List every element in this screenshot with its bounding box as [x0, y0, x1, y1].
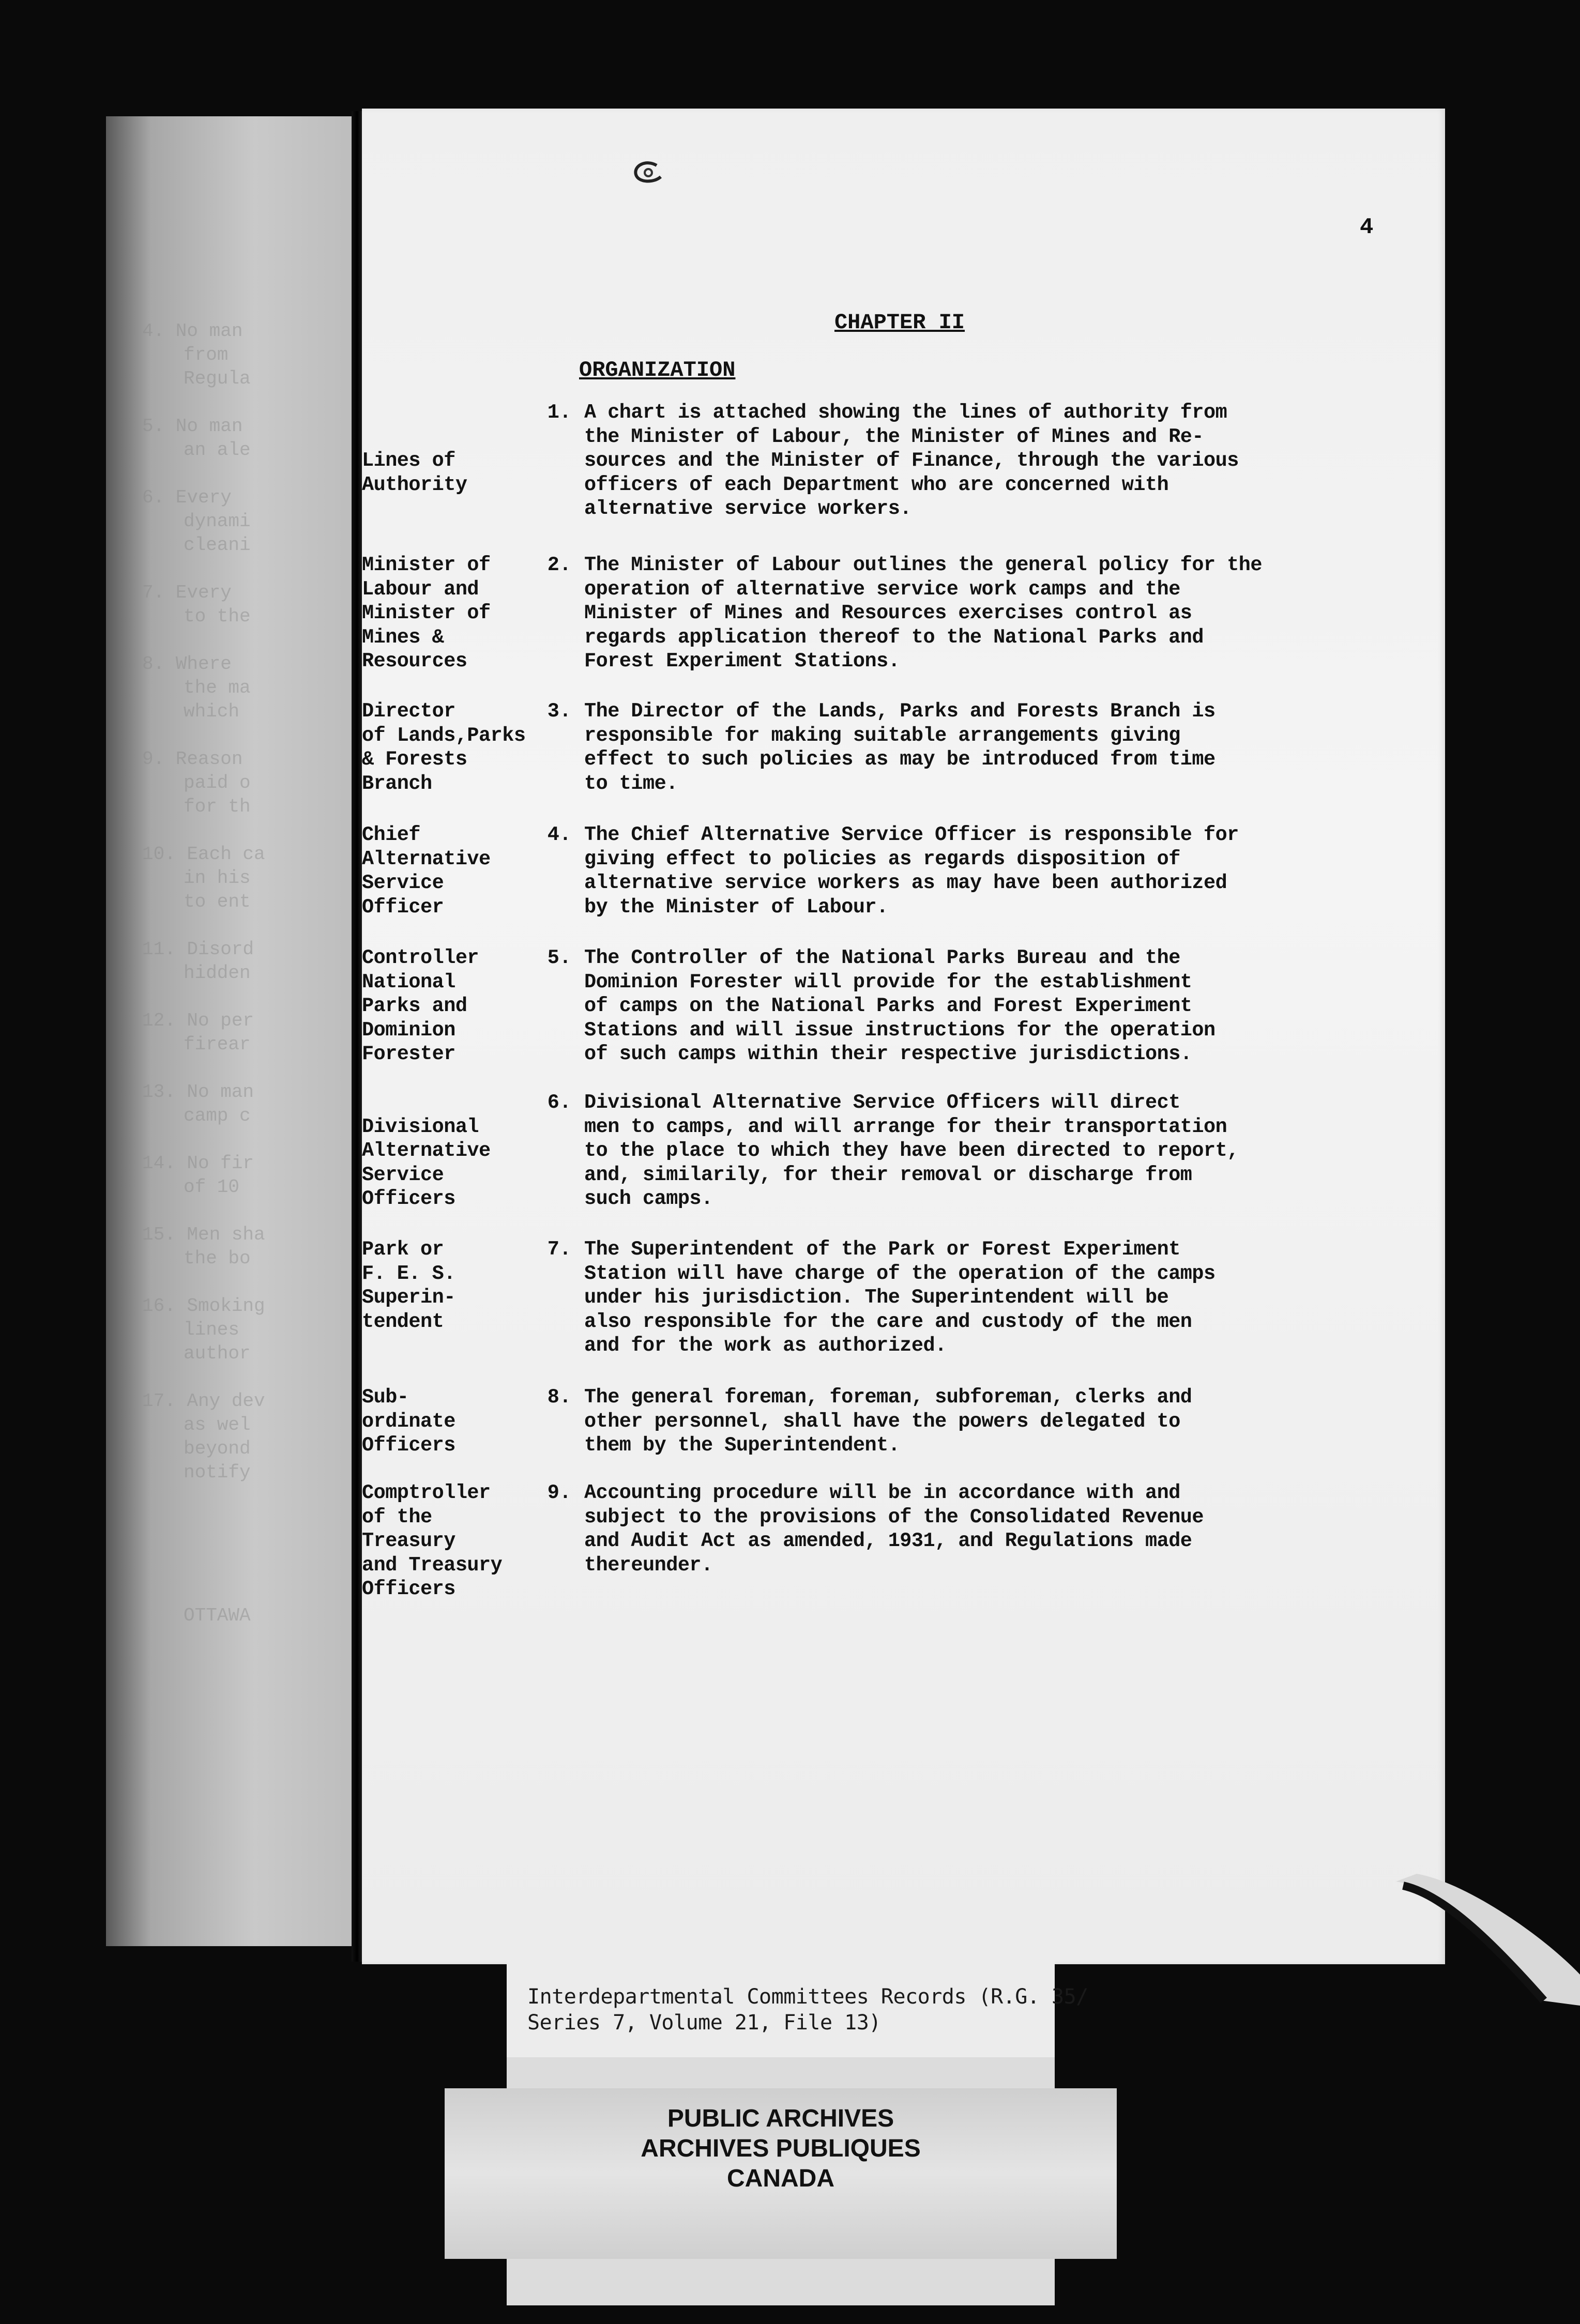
bleed-fragment: 8. Where	[142, 653, 232, 675]
bleed-fragment: 9. Reason	[142, 748, 243, 770]
entry-number: 7.	[547, 1238, 571, 1261]
entry-text: The Chief Alternative Service Officer is responsible for giving effect to policies as regards disposition of alternative service workers as may have been authorized by the Minister of Labour.	[584, 823, 1239, 919]
bleed-fragment: an ale	[184, 439, 251, 461]
bleed-fragment: 14. No fir	[142, 1153, 254, 1174]
chapter-title: CHAPTER II	[834, 310, 965, 335]
section-heading: ORGANIZATION	[579, 358, 736, 383]
punch-mark-icon	[631, 160, 667, 185]
document-page	[362, 109, 1445, 1964]
bleed-fragment: hidden	[184, 962, 251, 984]
archives-stamp-band	[445, 2088, 1117, 2259]
entry-text: The Minister of Labour outlines the general policy for the operation of alternative service work camps and the Minister of Mines and Resources exercises control as regards application thereof to the National Parks and Forest Experiment Stations.	[584, 554, 1263, 672]
stamp-line-3: CANADA	[727, 2165, 834, 2192]
bleed-fragment: 12. No per	[142, 1010, 254, 1031]
entry-text: A chart is attached showing the lines of authority from the Minister of Labour, the Minister of Mines and Re- sources and the Minister of Finance, through the various officers of each Department who are concerned with alternative service workers.	[584, 401, 1239, 520]
bleed-fragment: notify	[184, 1462, 251, 1483]
entry-text: The general foreman, foreman, subforeman, clerks and other personnel, shall have the powers delegated to them by the Superintendent.	[584, 1386, 1192, 1457]
entry-number: 9.	[547, 1481, 571, 1504]
bleed-fragment: cleani	[184, 534, 251, 556]
bleed-fragment: camp c	[184, 1105, 251, 1126]
bleed-fragment: 13. No man	[142, 1081, 254, 1103]
entry-side-label: Director of Lands,Parks & Forests Branch	[362, 700, 526, 795]
bleed-fragment: firear	[184, 1034, 251, 1055]
entry-number: 6.	[547, 1091, 571, 1114]
stamp-line-2: ARCHIVES PUBLIQUES	[641, 2135, 921, 2162]
archives-stamp	[507, 2104, 1055, 2194]
entry-side-label: Controller National Parks and Dominion Forester	[362, 946, 479, 1065]
bleed-fragment: the bo	[184, 1248, 251, 1269]
entry-number: 3.	[547, 700, 571, 723]
bleed-fragment: dynami	[184, 511, 251, 532]
entry-text: The Controller of the National Parks Bureau and the Dominion Forester will provide for the establishment of camps on the National Parks and Forest Experiment Stations and will issue instructions for the operation of such camps within their respective jurisdictions.	[584, 946, 1216, 1065]
records-citation-line-2: Series 7, Volume 21, File 13)	[527, 2011, 881, 2035]
bleed-fragment: which	[184, 701, 240, 722]
entry-side-label: Sub- ordinate Officers	[362, 1386, 455, 1457]
page-binding-shadow	[352, 111, 363, 1962]
bleed-fragment: 16. Smoking	[142, 1295, 265, 1317]
bleed-fragment: of 10	[184, 1176, 240, 1198]
bleed-fragment: 4. No man	[142, 320, 243, 342]
entry-side-label: Lines of Authority	[362, 449, 467, 496]
bleed-fragment: OTTAWA	[184, 1605, 251, 1626]
bleed-fragment: to the	[184, 606, 251, 627]
entry-number: 1.	[547, 401, 571, 424]
bleed-fragment: the ma	[184, 677, 251, 698]
bleed-fragment: 15. Men sha	[142, 1224, 265, 1245]
bleed-fragment: to ent	[184, 891, 251, 912]
entry-number: 4.	[547, 823, 571, 846]
entry-side-label: Chief Alternative Service Officer	[362, 823, 491, 919]
bleed-fragment: from	[184, 344, 229, 365]
bleed-fragment: lines	[184, 1319, 240, 1340]
stamp-line-1: PUBLIC ARCHIVES	[667, 2105, 894, 2132]
bleed-fragment: 5. No man	[142, 416, 243, 437]
entry-side-label: Park or F. E. S. Superin- tendent	[362, 1238, 455, 1333]
bleed-fragment: 6. Every	[142, 487, 232, 508]
bleed-fragment: paid o	[184, 772, 251, 793]
bleed-fragment: beyond	[184, 1438, 251, 1459]
entry-text: Accounting procedure will be in accordance with and subject to the provisions of the Consolidated Revenue and Audit Act as amended, 1931, and Regulations made thereunder.	[584, 1481, 1204, 1577]
entry-side-label: Comptroller of the Treasury and Treasury Officers	[362, 1481, 503, 1600]
bleed-fragment: author	[184, 1343, 251, 1364]
bleed-fragment: in his	[184, 867, 251, 889]
archive-label-slip	[507, 1954, 1088, 2305]
entry-side-label: Divisional Alternative Service Officers	[362, 1115, 491, 1210]
page-number: 4	[1360, 215, 1374, 240]
bleed-fragment: as wel	[184, 1414, 251, 1435]
entry-number: 2.	[547, 554, 571, 576]
bleed-fragment: 11. Disord	[142, 939, 254, 960]
records-citation-line-1: Interdepartmental Committees Records (R.G. 35/	[527, 1985, 1088, 2009]
bleed-fragment: 7. Every	[142, 582, 232, 603]
entry-number: 8.	[547, 1386, 571, 1409]
bleed-fragment: for th	[184, 796, 251, 817]
records-label-card	[507, 1954, 1088, 2057]
bleed-through-text	[106, 116, 354, 1946]
previous-page-strip	[106, 116, 354, 1946]
bleed-fragment: 10. Each ca	[142, 844, 265, 865]
bleed-fragment: 17. Any dev	[142, 1390, 265, 1412]
entry-text: Divisional Alternative Service Officers will direct men to camps, and will arrange for their transportation to the place to which they have been directed to report, and, similarily, for their removal or discharge from such camps.	[584, 1091, 1239, 1210]
entry-text: The Superintendent of the Park or Forest Experiment Station will have charge of the operation of the camps under his jurisdiction. The Superintendent will be also responsible for the care and custody of the men and for the work as authorized.	[584, 1238, 1216, 1357]
entry-side-label: Minister of Labour and Minister of Mines & Resources	[362, 554, 491, 672]
entry-text: The Director of the Lands, Parks and Forests Branch is responsible for making suitable arrangements giving effect to such policies as may be introduced from time to time.	[584, 700, 1216, 795]
bleed-fragment: Regula	[184, 368, 251, 389]
pen-tip-icon	[1386, 1871, 1580, 2006]
entry-number: 5.	[547, 946, 571, 969]
